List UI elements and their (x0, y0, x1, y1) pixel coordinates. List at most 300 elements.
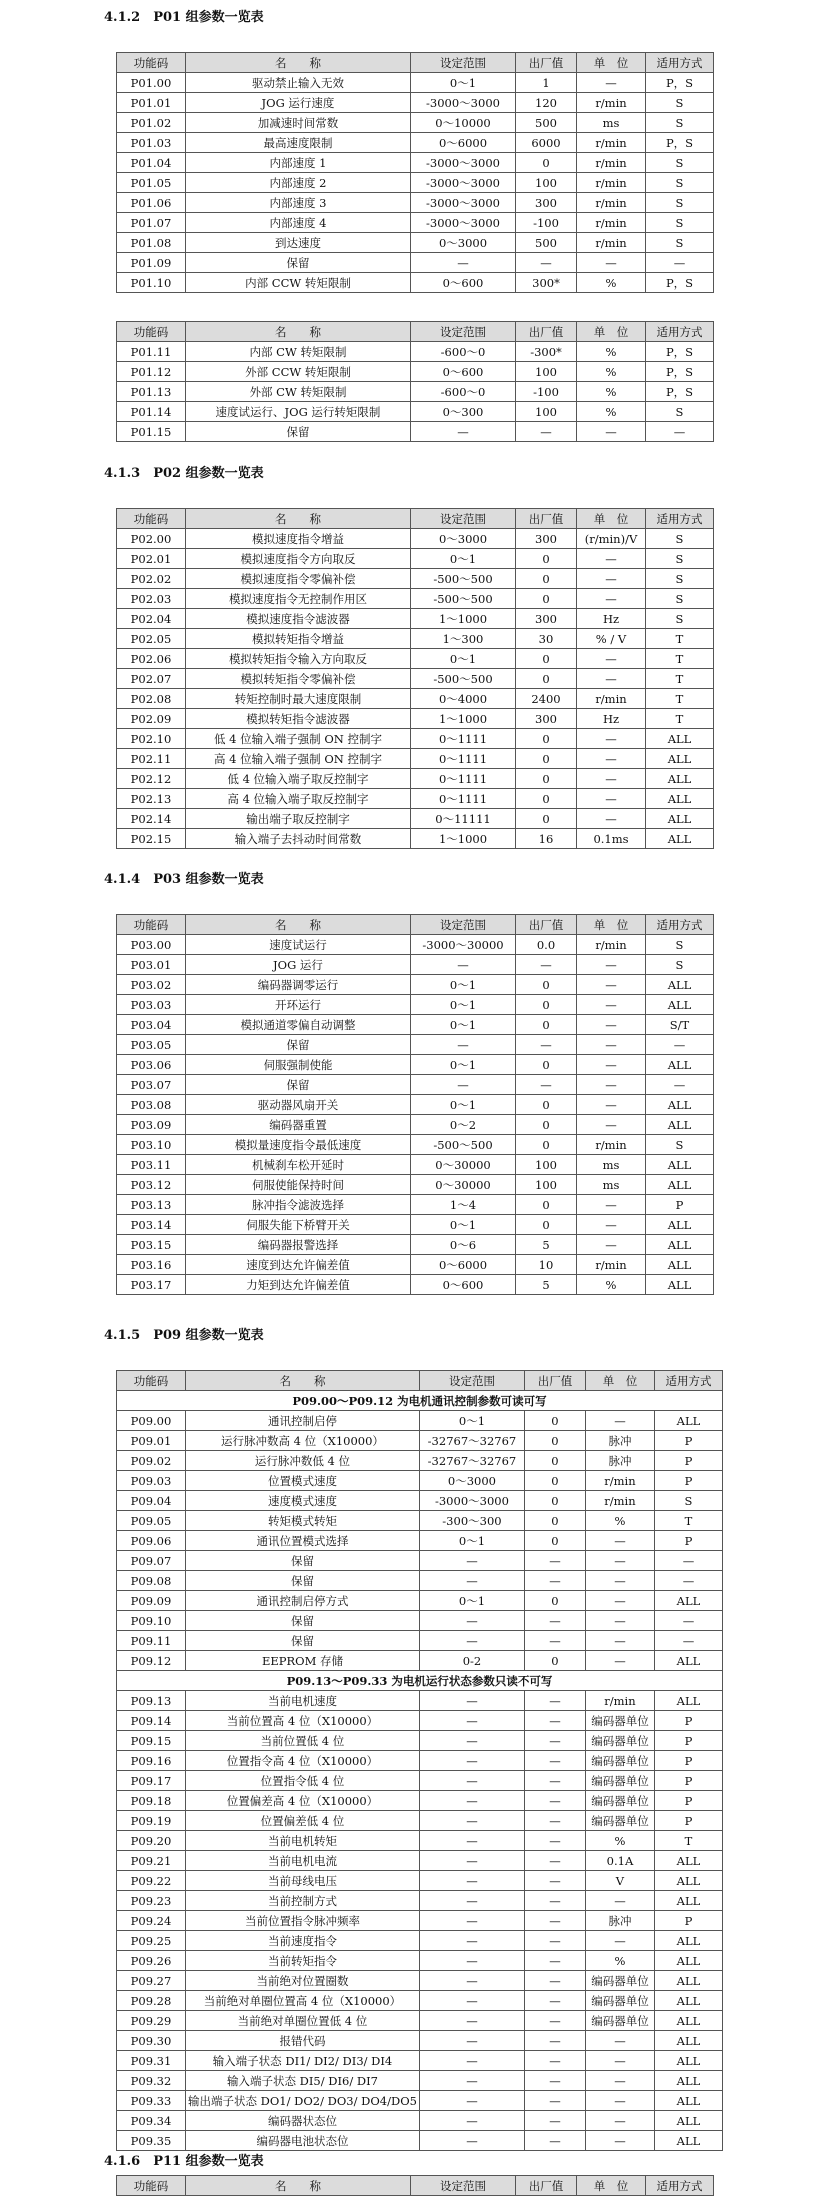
cell-unit: 编码器单位 (585, 1791, 654, 1811)
cell-unit: % / V (577, 629, 646, 649)
table-row (117, 2051, 723, 2071)
cell-mode: ALL (646, 829, 714, 849)
cell-range: 0～3000 (411, 233, 516, 253)
cell-default: 120 (516, 93, 577, 113)
cell-mode: P，S (646, 382, 714, 402)
cell-name: 驱动器风扇开关 (186, 1095, 411, 1115)
table-row (117, 253, 714, 273)
cell-code: P09.00 (117, 1411, 186, 1431)
cell-default: 100 (516, 1175, 577, 1195)
cell-code: P01.15 (117, 422, 186, 442)
cell-mode: P，S (646, 342, 714, 362)
cell-code: P01.10 (117, 273, 186, 293)
cell-mode: T (654, 1831, 722, 1851)
cell-mode: — (654, 1611, 722, 1631)
cell-name: 高 4 位输入端子取反控制字 (186, 789, 411, 809)
column-header-default: 出厂值 (516, 509, 577, 529)
cell-mode: S (646, 935, 714, 955)
table-row (117, 1175, 714, 1195)
cell-name: 速度试运行 (186, 935, 411, 955)
table-row (117, 1195, 714, 1215)
cell-default: — (516, 955, 577, 975)
cell-unit: — (585, 2091, 654, 2111)
cell-code: P01.13 (117, 382, 186, 402)
cell-unit: — (577, 1035, 646, 1055)
cell-name: 低 4 位输入端子强制 ON 控制字 (186, 729, 411, 749)
cell-mode: T (646, 669, 714, 689)
cell-range: — (419, 2011, 524, 2031)
cell-name: 保留 (186, 253, 411, 273)
cell-name: 通讯控制启停 (186, 1411, 420, 1431)
cell-mode: S (646, 529, 714, 549)
cell-name: 外部 CW 转矩限制 (186, 382, 411, 402)
cell-default: 0 (516, 769, 577, 789)
cell-range: -3000～3000 (419, 1491, 524, 1511)
cell-mode: ALL (654, 1991, 722, 2011)
cell-code: P01.11 (117, 342, 186, 362)
cell-range: 0～1111 (411, 789, 516, 809)
table-row (117, 749, 714, 769)
cell-code: P03.04 (117, 1015, 186, 1035)
cell-name: 内部速度 1 (186, 153, 411, 173)
cell-code: P09.06 (117, 1531, 186, 1551)
table-row (117, 1155, 714, 1175)
cell-mode: ALL (654, 1591, 722, 1611)
cell-unit: — (577, 975, 646, 995)
cell-name: 位置模式速度 (186, 1471, 420, 1491)
column-header-code: 功能码 (117, 2176, 186, 2196)
cell-default: 0 (516, 589, 577, 609)
column-header-range: 设定范围 (411, 915, 516, 935)
cell-range: 0～1111 (411, 729, 516, 749)
cell-code: P03.02 (117, 975, 186, 995)
cell-mode: T (654, 1511, 722, 1531)
cell-default: 0 (516, 1215, 577, 1235)
table-row (117, 2091, 723, 2111)
cell-range: -3000～3000 (411, 193, 516, 213)
cell-mode: S (646, 609, 714, 629)
param-table-p09 (116, 1370, 723, 2151)
cell-mode: T (646, 709, 714, 729)
cell-code: P03.15 (117, 1235, 186, 1255)
cell-default: 0 (524, 1511, 585, 1531)
cell-default: 0 (516, 809, 577, 829)
cell-unit: — (585, 1551, 654, 1571)
cell-unit: — (585, 2071, 654, 2091)
cell-mode: S (646, 589, 714, 609)
cell-mode: P (654, 1731, 722, 1751)
cell-default: — (524, 2111, 585, 2131)
cell-name: 编码器调零运行 (186, 975, 411, 995)
cell-name: 编码器状态位 (186, 2111, 420, 2131)
cell-mode: S (646, 569, 714, 589)
cell-mode: ALL (654, 2011, 722, 2031)
cell-code: P03.10 (117, 1135, 186, 1155)
cell-default: 100 (516, 173, 577, 193)
cell-mode: S (646, 402, 714, 422)
table-note-row (117, 1391, 723, 1411)
cell-code: P03.01 (117, 955, 186, 975)
table-row (117, 669, 714, 689)
cell-code: P02.06 (117, 649, 186, 669)
cell-unit: — (577, 749, 646, 769)
cell-name: 当前位置高 4 位（X10000） (186, 1711, 420, 1731)
cell-mode: P (654, 1531, 722, 1551)
cell-unit: — (577, 769, 646, 789)
cell-unit: 编码器单位 (585, 1711, 654, 1731)
cell-name: 机械刹车松开延时 (186, 1155, 411, 1175)
cell-code: P09.01 (117, 1431, 186, 1451)
cell-mode: — (654, 1551, 722, 1571)
cell-mode: ALL (654, 2051, 722, 2071)
table-row (117, 529, 714, 549)
cell-default: — (524, 1931, 585, 1951)
cell-range: 0～10000 (411, 113, 516, 133)
cell-mode: ALL (646, 729, 714, 749)
cell-unit: — (577, 1055, 646, 1075)
column-header-unit: 单 位 (577, 509, 646, 529)
table-row (117, 273, 714, 293)
param-table-p02 (116, 508, 714, 849)
column-header-code: 功能码 (117, 1371, 186, 1391)
cell-code: P09.35 (117, 2131, 186, 2151)
cell-unit: (r/min)/V (577, 529, 646, 549)
cell-range: — (419, 2091, 524, 2111)
table-row (117, 1691, 723, 1711)
column-header-unit: 单 位 (585, 1371, 654, 1391)
cell-code: P02.11 (117, 749, 186, 769)
table-row (117, 569, 714, 589)
cell-unit: — (577, 1195, 646, 1215)
table-row (117, 809, 714, 829)
cell-default: — (524, 1771, 585, 1791)
cell-code: P09.34 (117, 2111, 186, 2131)
cell-name: 模拟转矩指令零偏补偿 (186, 669, 411, 689)
param-table-p11 (116, 2175, 714, 2196)
table-row (117, 1075, 714, 1095)
cell-range: 0～3000 (419, 1471, 524, 1491)
cell-mode: ALL (654, 1691, 722, 1711)
cell-unit: — (585, 1591, 654, 1611)
cell-mode: P，S (646, 362, 714, 382)
cell-code: P09.10 (117, 1611, 186, 1631)
cell-default: 500 (516, 113, 577, 133)
cell-unit: r/min (577, 173, 646, 193)
cell-mode: S (646, 233, 714, 253)
cell-unit: 编码器单位 (585, 1751, 654, 1771)
cell-unit: — (577, 1015, 646, 1035)
cell-name: EEPROM 存储 (186, 1651, 420, 1671)
cell-unit: % (577, 382, 646, 402)
cell-code: P01.00 (117, 73, 186, 93)
cell-code: P09.11 (117, 1631, 186, 1651)
cell-code: P02.02 (117, 569, 186, 589)
cell-mode: ALL (646, 1275, 714, 1295)
cell-range: -3000～3000 (411, 173, 516, 193)
table-row (117, 1571, 723, 1591)
cell-mode: S (646, 549, 714, 569)
cell-name: 伺服使能保持时间 (186, 1175, 411, 1195)
column-header-range: 设定范围 (419, 1371, 524, 1391)
cell-range: — (419, 1991, 524, 2011)
table-row (117, 1511, 723, 1531)
section-heading-p01: 4.1.2 P01 组参数一览表 (104, 10, 264, 25)
table-row (117, 213, 714, 233)
table-row (117, 1651, 723, 1671)
cell-name: 保留 (186, 422, 411, 442)
cell-range: -32767～32767 (419, 1451, 524, 1471)
table-row (117, 1631, 723, 1651)
cell-name: 当前位置指令脉冲频率 (186, 1911, 420, 1931)
cell-code: P03.07 (117, 1075, 186, 1095)
cell-code: P09.08 (117, 1571, 186, 1591)
cell-unit: — (577, 729, 646, 749)
column-header-default: 出厂值 (516, 2176, 577, 2196)
cell-name: 保留 (186, 1631, 420, 1651)
cell-range: — (419, 1551, 524, 1571)
cell-default: — (524, 1851, 585, 1871)
cell-code: P01.04 (117, 153, 186, 173)
column-header-mode: 适用方式 (646, 509, 714, 529)
cell-unit: r/min (585, 1471, 654, 1491)
table-row (117, 1971, 723, 1991)
cell-unit: % (577, 342, 646, 362)
cell-range: — (411, 1035, 516, 1055)
cell-default: — (524, 1991, 585, 2011)
param-table-p01-part1 (116, 52, 714, 293)
cell-name: 保留 (186, 1551, 420, 1571)
cell-name: 当前绝对单圈位置高 4 位（X10000） (186, 1991, 420, 2011)
cell-name: 当前控制方式 (186, 1891, 420, 1911)
column-header-range: 设定范围 (411, 53, 516, 73)
cell-unit: — (577, 422, 646, 442)
table-row (117, 1491, 723, 1511)
cell-default: 10 (516, 1255, 577, 1275)
cell-range: 0～600 (411, 273, 516, 293)
cell-default: 100 (516, 1155, 577, 1175)
cell-default: — (524, 1971, 585, 1991)
cell-mode: S (646, 153, 714, 173)
cell-code: P03.13 (117, 1195, 186, 1215)
table-row (117, 93, 714, 113)
cell-name: 当前电机电流 (186, 1851, 420, 1871)
cell-default: 0 (516, 789, 577, 809)
param-table-p03 (116, 914, 714, 1295)
cell-default: 0 (516, 649, 577, 669)
table-note-row (117, 1671, 723, 1691)
cell-range: 0～600 (411, 362, 516, 382)
cell-default: — (524, 2011, 585, 2031)
cell-code: P09.19 (117, 1811, 186, 1831)
cell-code: P02.01 (117, 549, 186, 569)
table-row (117, 2071, 723, 2091)
cell-default: 0 (516, 749, 577, 769)
cell-default: 0 (524, 1451, 585, 1471)
cell-default: -100 (516, 213, 577, 233)
cell-range: 0～1111 (411, 769, 516, 789)
cell-range: 0～1 (419, 1591, 524, 1611)
cell-range: -500～500 (411, 569, 516, 589)
cell-mode: ALL (646, 1215, 714, 1235)
cell-unit: r/min (585, 1491, 654, 1511)
table-note: P09.00～P09.12 为电机通讯控制参数可读可写 (117, 1391, 723, 1411)
cell-name: 位置偏差低 4 位 (186, 1811, 420, 1831)
cell-default: — (524, 2091, 585, 2111)
table-row (117, 609, 714, 629)
cell-code: P01.12 (117, 362, 186, 382)
cell-unit: — (577, 589, 646, 609)
cell-code: P01.07 (117, 213, 186, 233)
table-row (117, 769, 714, 789)
cell-mode: ALL (646, 995, 714, 1015)
cell-unit: — (577, 789, 646, 809)
table-row (117, 1851, 723, 1871)
cell-code: P01.02 (117, 113, 186, 133)
cell-range: — (419, 1691, 524, 1711)
cell-name: 当前电机转矩 (186, 1831, 420, 1851)
cell-name: 当前速度指令 (186, 1931, 420, 1951)
cell-default: 6000 (516, 133, 577, 153)
cell-range: -600～0 (411, 382, 516, 402)
cell-default: 300 (516, 609, 577, 629)
table-row (117, 1811, 723, 1831)
table-row (117, 1471, 723, 1491)
section-heading-p03: 4.1.4 P03 组参数一览表 (104, 872, 264, 887)
cell-mode: T (646, 689, 714, 709)
cell-name: 保留 (186, 1075, 411, 1095)
cell-range: — (419, 1831, 524, 1851)
cell-default: — (524, 2051, 585, 2071)
cell-range: -3000～30000 (411, 935, 516, 955)
cell-mode: P (654, 1751, 722, 1771)
cell-range: — (419, 1891, 524, 1911)
table-row (117, 1931, 723, 1951)
cell-mode: P (654, 1911, 722, 1931)
cell-range: -300～300 (419, 1511, 524, 1531)
cell-range: 0～600 (411, 1275, 516, 1295)
cell-unit: — (577, 955, 646, 975)
cell-code: P01.01 (117, 93, 186, 113)
column-header-default: 出厂值 (516, 322, 577, 342)
cell-name: 转矩模式转矩 (186, 1511, 420, 1531)
cell-mode: — (646, 1035, 714, 1055)
cell-range: 0～6000 (411, 1255, 516, 1275)
cell-name: 位置指令高 4 位（X10000） (186, 1751, 420, 1771)
table-row (117, 1255, 714, 1275)
cell-code: P01.09 (117, 253, 186, 273)
cell-range: -3000～3000 (411, 153, 516, 173)
cell-default: 0 (516, 975, 577, 995)
table-row (117, 1711, 723, 1731)
column-header-name: 名 称 (186, 322, 411, 342)
cell-range: 0～1 (411, 975, 516, 995)
cell-name: 内部速度 2 (186, 173, 411, 193)
cell-unit: 编码器单位 (585, 1991, 654, 2011)
table-header-row (117, 915, 714, 935)
cell-name: 速度试运行、JOG 运行转矩限制 (186, 402, 411, 422)
table-row (117, 1551, 723, 1571)
cell-code: P01.05 (117, 173, 186, 193)
cell-default: 0 (516, 1135, 577, 1155)
cell-unit: — (585, 2111, 654, 2131)
cell-range: — (419, 1731, 524, 1751)
table-row (117, 1411, 723, 1431)
cell-unit: — (577, 1215, 646, 1235)
cell-mode: ALL (654, 2091, 722, 2111)
column-header-mode: 适用方式 (654, 1371, 722, 1391)
cell-mode: ALL (654, 2131, 722, 2151)
cell-default: 0 (516, 549, 577, 569)
cell-default: — (516, 253, 577, 273)
cell-range: — (419, 2051, 524, 2071)
table-row (117, 173, 714, 193)
cell-range: 1～4 (411, 1195, 516, 1215)
cell-unit: — (577, 1235, 646, 1255)
cell-unit: r/min (585, 1691, 654, 1711)
table-row (117, 1871, 723, 1891)
cell-code: P02.03 (117, 589, 186, 609)
cell-unit: r/min (577, 233, 646, 253)
cell-unit: — (577, 73, 646, 93)
cell-code: P09.05 (117, 1511, 186, 1531)
cell-code: P02.00 (117, 529, 186, 549)
cell-range: -500～500 (411, 669, 516, 689)
cell-unit: 编码器单位 (585, 2011, 654, 2031)
table-row (117, 1951, 723, 1971)
cell-default: 500 (516, 233, 577, 253)
column-header-unit: 单 位 (577, 2176, 646, 2196)
column-header-name: 名 称 (186, 509, 411, 529)
cell-default: — (524, 2131, 585, 2151)
table-row (117, 729, 714, 749)
cell-unit: ms (577, 1175, 646, 1195)
cell-unit: — (577, 809, 646, 829)
cell-range: -500～500 (411, 1135, 516, 1155)
cell-code: P02.13 (117, 789, 186, 809)
table-header-row (117, 53, 714, 73)
table-row (117, 2111, 723, 2131)
table-row (117, 1135, 714, 1155)
cell-name: 当前转矩指令 (186, 1951, 420, 1971)
cell-range: 0～30000 (411, 1175, 516, 1195)
cell-unit: — (585, 2131, 654, 2151)
column-header-unit: 单 位 (577, 915, 646, 935)
cell-default: 0 (516, 1115, 577, 1135)
cell-mode: S (646, 193, 714, 213)
cell-mode: ALL (646, 789, 714, 809)
cell-default: -100 (516, 382, 577, 402)
cell-name: 模拟速度指令滤波器 (186, 609, 411, 629)
cell-range: — (419, 1811, 524, 1831)
cell-name: 力矩到达允许偏差值 (186, 1275, 411, 1295)
cell-name: 输入端子状态 DI5/ DI6/ DI7 (186, 2071, 420, 2091)
table-row (117, 1115, 714, 1135)
cell-range: 0～4000 (411, 689, 516, 709)
cell-default: 5 (516, 1235, 577, 1255)
cell-range: — (419, 1911, 524, 1931)
cell-default: 0 (516, 1095, 577, 1115)
cell-range: — (419, 1611, 524, 1631)
cell-unit: 编码器单位 (585, 1731, 654, 1751)
cell-unit: — (577, 569, 646, 589)
cell-unit: r/min (577, 193, 646, 213)
table-row (117, 422, 714, 442)
cell-code: P01.08 (117, 233, 186, 253)
cell-code: P09.14 (117, 1711, 186, 1731)
cell-code: P09.15 (117, 1731, 186, 1751)
cell-range: 1～1000 (411, 709, 516, 729)
cell-name: 当前母线电压 (186, 1871, 420, 1891)
